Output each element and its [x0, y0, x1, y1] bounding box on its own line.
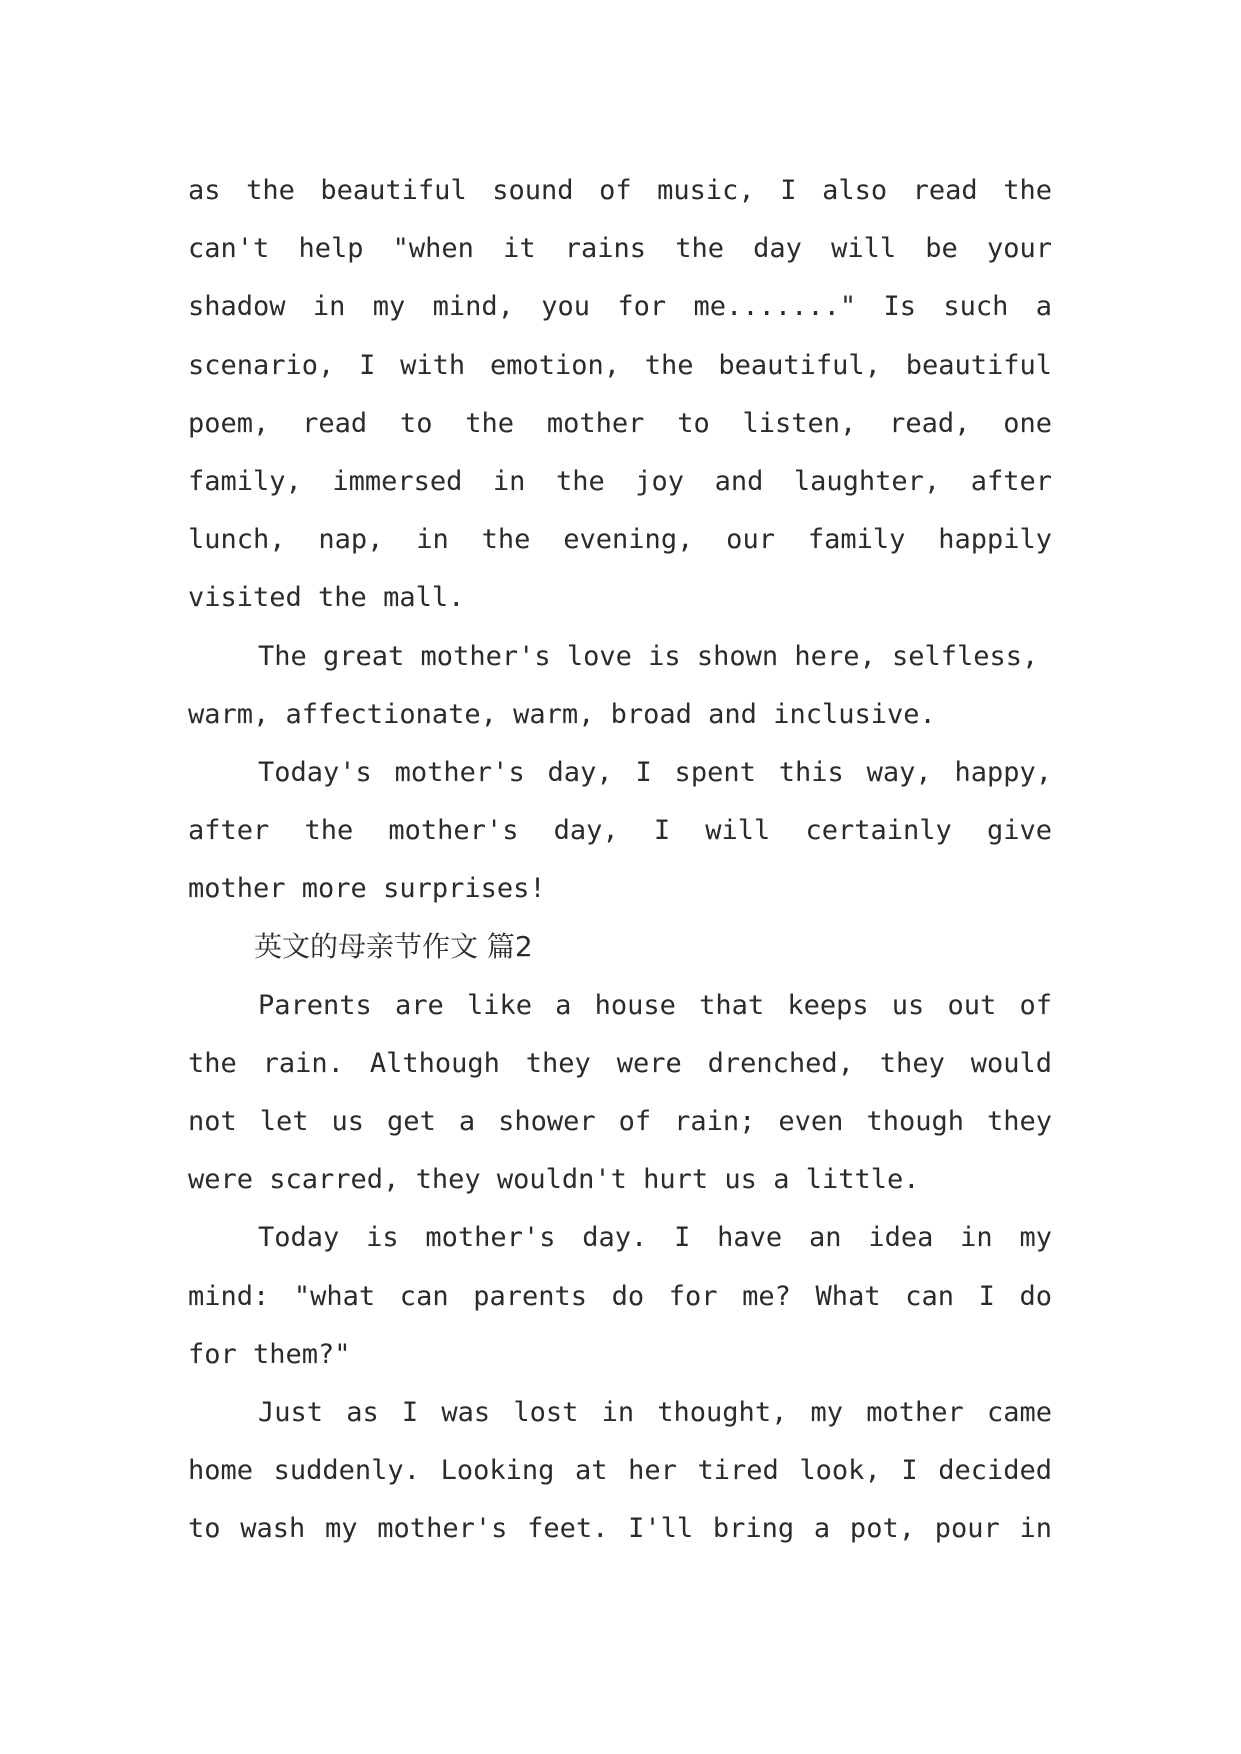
text-line: after the mother's day, I will certainly give [188, 815, 1052, 847]
text-line: to wash my mother's feet. I'll bring a pot, pour in [188, 1513, 1052, 1545]
text-line: can't help "when it rains the day will be your [188, 233, 1052, 265]
text-line: not let us get a shower of rain; even though they [188, 1106, 1052, 1137]
text-line: for them?" [188, 1338, 351, 1370]
text-line: mother more surprises! [188, 873, 546, 905]
text-line: were scarred, they wouldn't hurt us a little. [188, 1164, 920, 1196]
text-line: warm, affectionate, warm, broad and inclusive. [188, 698, 936, 730]
text-line: family, immersed in the joy and laughter, after [188, 465, 1052, 497]
paragraph-first-line: Today is mother's day. I have an idea in my [258, 1222, 1052, 1254]
paragraph-first-line: Just as I was lost in thought, my mother came [258, 1396, 1052, 1428]
document-body [188, 162, 1052, 1559]
text-line: visited the mall. [188, 582, 465, 614]
text-line: as the beautiful sound of music, I also read the [188, 175, 1052, 206]
paragraph-first-line: Parents are like a house that keeps us out of [258, 989, 1052, 1021]
text-line: lunch, nap, in the evening, our family happily [188, 524, 1052, 556]
section-heading: 英文的母亲节作文 篇2 [254, 930, 533, 964]
text-line: poem, read to the mother to listen, read, one [188, 407, 1052, 439]
text-line: scenario, I with emotion, the beautiful, beautiful [188, 349, 1052, 381]
text-line: the rain. Although they were drenched, they would [188, 1047, 1052, 1079]
text-line: mind: "what can parents do for me? What can I do [188, 1280, 1052, 1312]
text-line: home suddenly. Looking at her tired look, I decided [188, 1455, 1052, 1487]
paragraph-first-line: Today's mother's day, I spent this way, happy, [258, 756, 1052, 788]
paragraph-first-line: The great mother's love is shown here, selfless, [258, 640, 1039, 672]
text-line: shadow in my mind, you for me......." Is such a [188, 291, 1052, 323]
